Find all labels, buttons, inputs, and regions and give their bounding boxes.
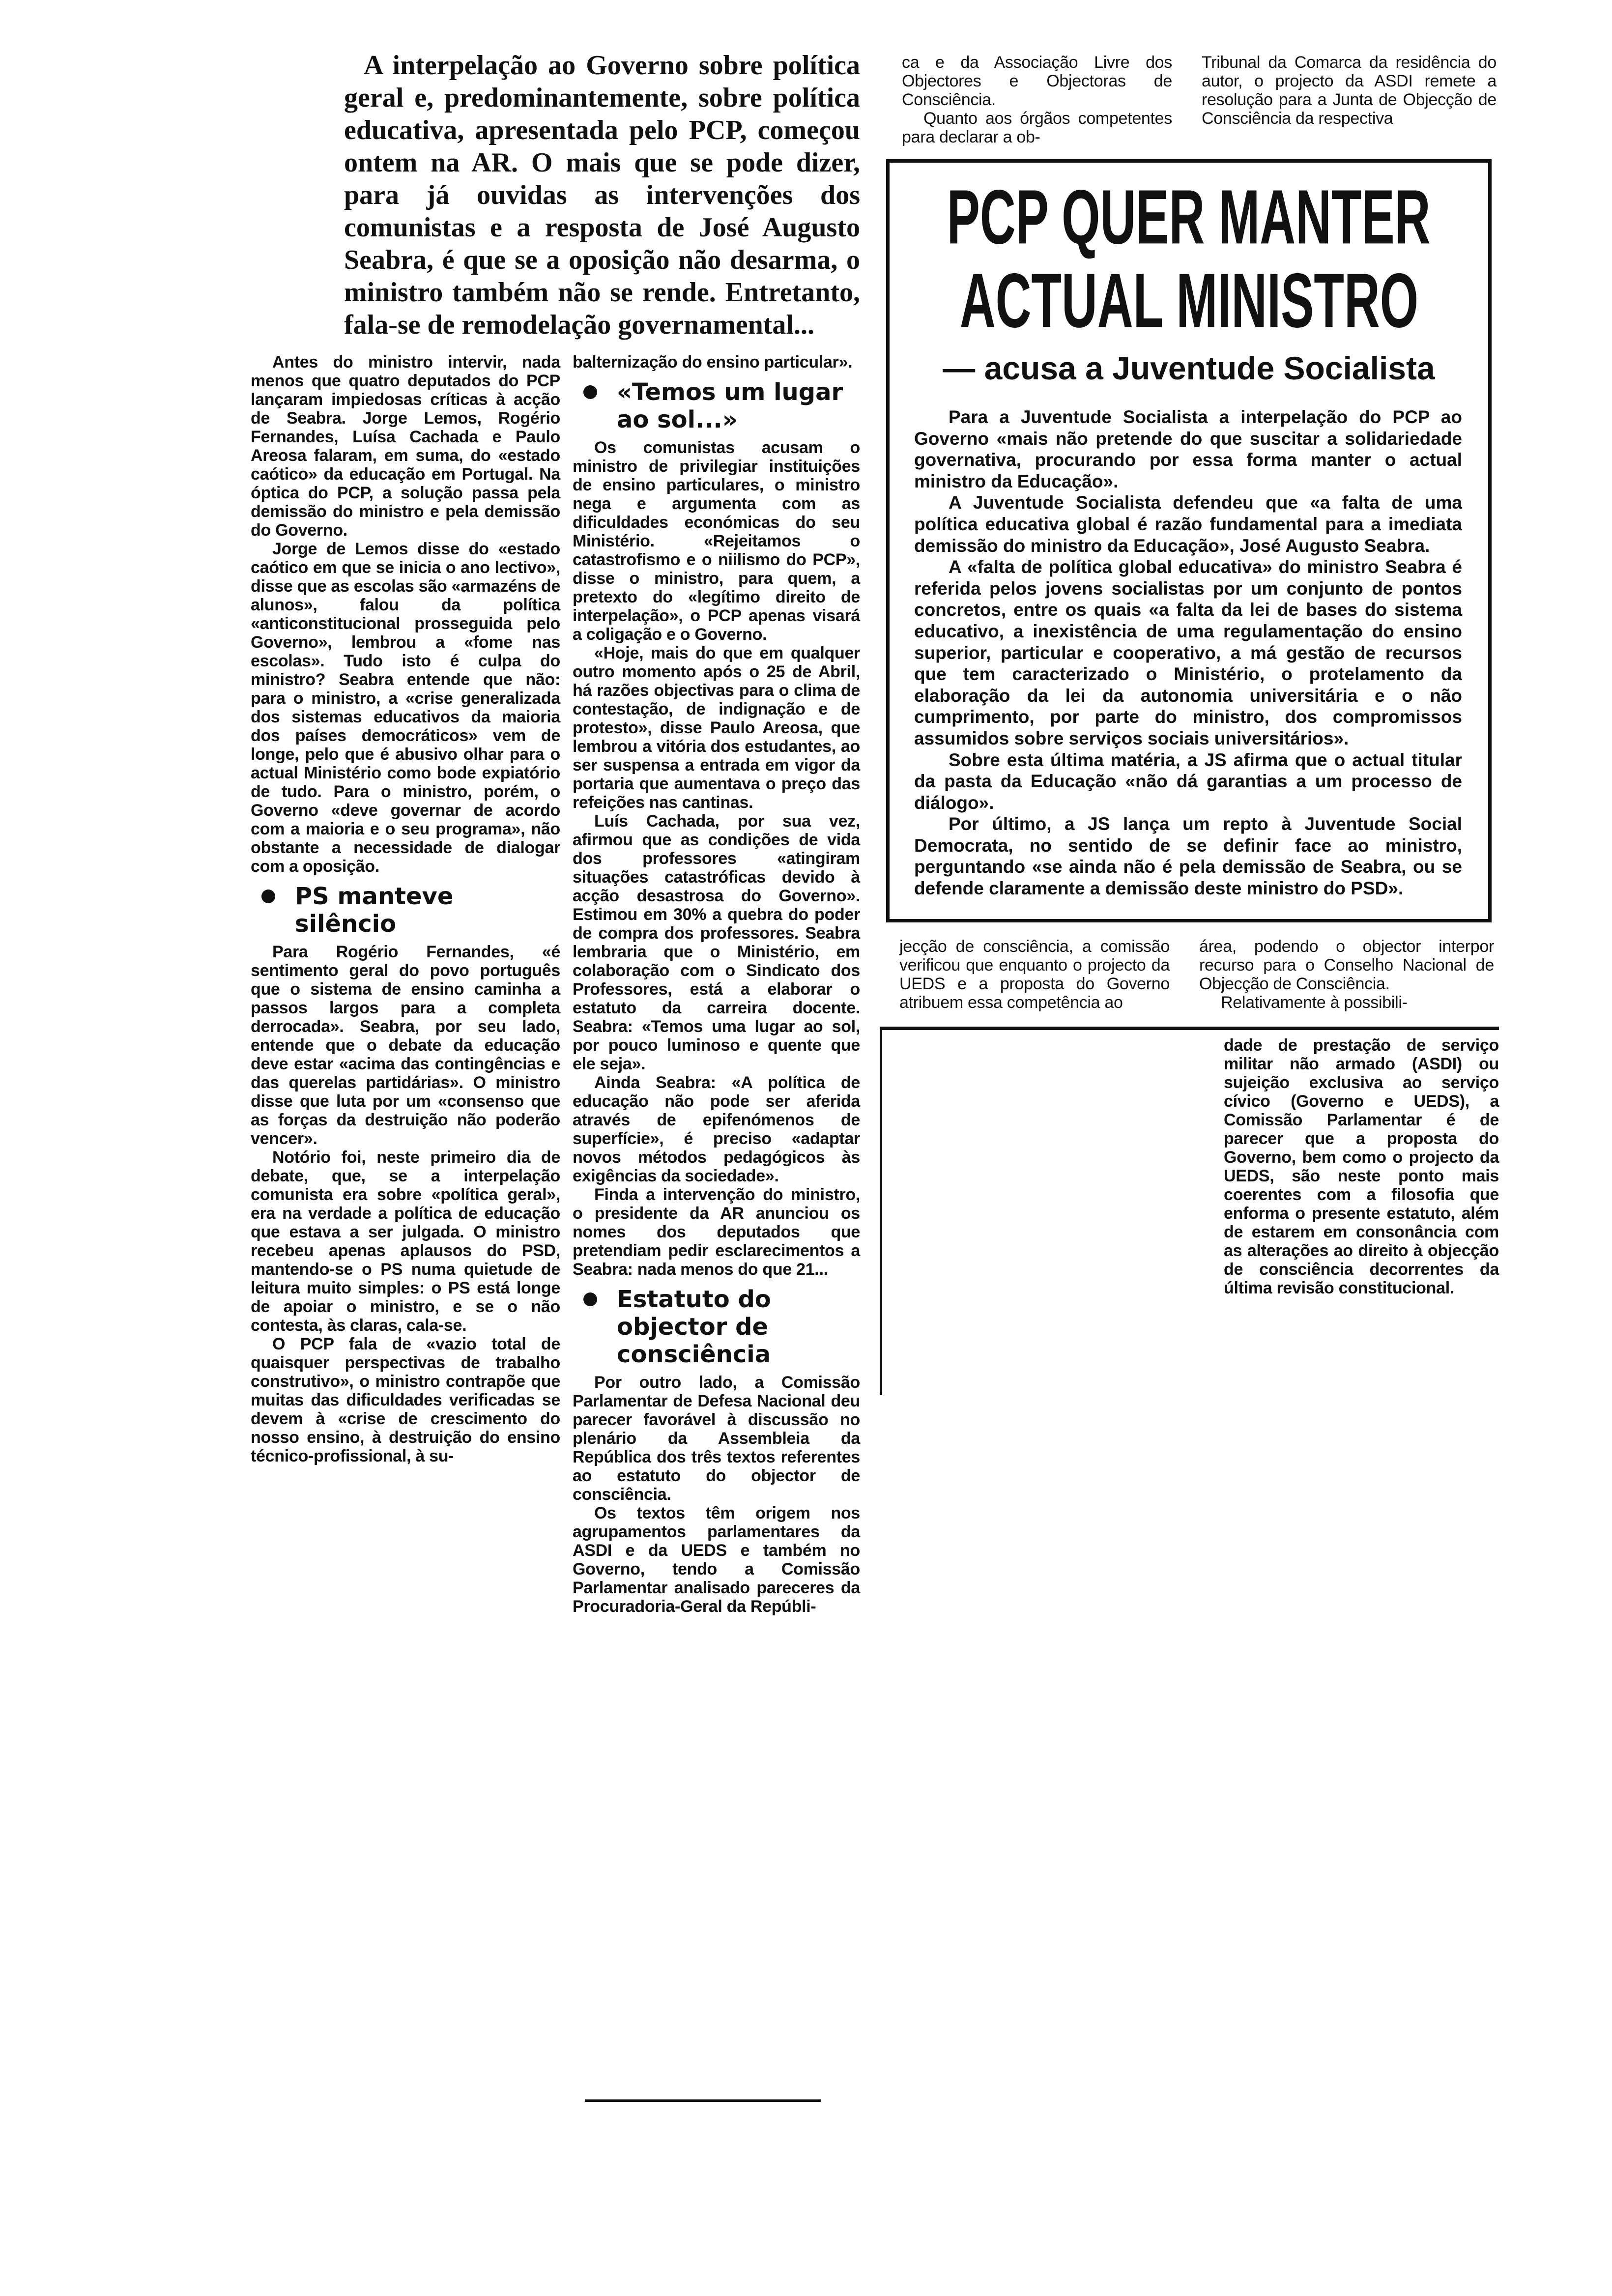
paragraph: Tribunal da Comarca da residência do autor, o projecto da ASDI remete a resolução para a Junta de Objecção de Consciência da respectiva: [1202, 53, 1497, 128]
paragraph: Relativamente à possibili-: [1221, 993, 1408, 1012]
paragraph: Sobre esta última matéria, a JS afirma que o actual titular da pasta da Educação «não dá garantias a um processo de diálogo».: [914, 749, 1462, 813]
article-lede: [344, 49, 860, 341]
subheading-temos-um-lugar-ao-sol: «Temos um lugar ao sol...»: [573, 378, 860, 433]
lede-text: A interpelação ao Governo sobre política geral e, predominantemente, sobre política educativa, apresentada pelo PCP, começou ontem na AR. O mais que se pode dizer, para já ouvidas as intervenções dos comunistas e a resposta de José Augusto Seabra, é que se a oposição não desarma, o ministro também não se rende. Entretanto, fala-se de remodelação governamental...: [344, 50, 860, 340]
article-column-3-mid: [899, 937, 1170, 1012]
article-column-4-mid: [1199, 937, 1494, 1012]
paragraph: Por último, a JS lança um repto à Juventude Social Democrata, no sentido de se definir face ao ministro, perguntando «se ainda não é pela demissão de Seabra, ou se defende claramente a demissão deste ministro do PSD».: [914, 814, 1462, 899]
paragraph: Antes do ministro intervir, nada menos que quatro deputados do PCP lançaram impiedosas críticas à acção de Seabra. Jorge Lemos, Rogério Fernandes, Luísa Cachada e Paulo Areosa falaram, em suma, do «estado caótico» da educação em Portugal. Na óptica do PCP, a solução passa pela demissão do ministro e pela demissão do Governo.: [251, 353, 560, 540]
paragraph: balternização do ensino particular».: [573, 353, 853, 372]
paragraph: O PCP fala de «vazio total de quaisquer perspectivas de trabalho construtivo», o ministro contrapõe que muitas das dificuldades verificadas se devem à «crise de crescimento do nosso ensino, à destruição do ensino técnico-profissional, à su-: [251, 1335, 560, 1465]
subheading-estatuto-do-objector: Estatuto do objector de consciência: [573, 1286, 860, 1368]
end-rule: [585, 2099, 821, 2102]
continuation-mid: [899, 937, 1499, 1012]
continuation-top: [902, 53, 1499, 146]
paragraph: Os textos têm origem nos agrupamentos parlamentares da ASDI e da UEDS e também no Governo, tendo a Comissão Parlamentar analisado pareceres da Procuradoria-Geral da Repúbli-: [573, 1504, 860, 1616]
paragraph: «Hoje, mais do que em qualquer outro momento após o 25 de Abril, há razões objectivas para o clima de contestação, de indignação e de protesto», disse Paulo Areosa, que lembrou a vitória dos estudantes, ao ser suspensa a entrada em vigor da portaria que aumentava o preço das refeições nas cantinas.: [573, 644, 860, 812]
sidebar-article-box: [886, 159, 1492, 922]
paragraph: área, podendo o objector interpor recurso para o Conselho Nacional de Objecção de Consciência.: [1199, 937, 1494, 993]
paragraph: Os comunistas acusam o ministro de privilegiar instituições de ensino particulares, o ministro nega e argumenta com as dificuldades económicas do seu Ministério. «Rejeitamos o catastrofismo e o niilismo do PCP», disse o ministro, para quem, a pretexto do «legítimo direito de interpelação», o PCP apenas visará a coligação e o Governo.: [573, 438, 860, 644]
paragraph: A «falta de política global educativa» do ministro Seabra é referida pelos jovens socialistas por um conjunto de pontos concretos, entre os quais «a falta da lei de bases do sistema educativo, a inexistência de uma regulamentação do ensino superior, particular e cooperativo, a má gestão de recursos que tem caracterizado o Ministério, o protelamento da elaboração da lei da autonomia universitária e o não cumprimento, por parte do ministro, dos compromissos assumidos sobre serviços sociais universitários».: [914, 557, 1462, 748]
main-article: [251, 49, 860, 1616]
paragraph: Por outro lado, a Comissão Parlamentar de Defesa Nacional deu parecer favorável à discussão no plenário da Assembleia da República dos três textos referentes ao estatuto do objector de consciência.: [573, 1373, 860, 1504]
bullet-icon: [583, 1292, 597, 1306]
paragraph: Ainda Seabra: «A política de educação não pode ser aferida através de epifenómenos de superfície», é preciso «adaptar novos métodos pedagógicos às exigências da sociedade».: [573, 1073, 860, 1185]
main-article-columns: [251, 353, 860, 1616]
paragraph: Para Rogério Fernandes, «é sentimento geral do povo português que o sistema de ensino caminha a passos largos para a completa derrocada». Seabra, por seu lado, entende que o debate da educação deve estar «acima das contingências e das querelas partidárias». O ministro disse que luta por um «consenso que as forças da destruição não poderão vencer».: [251, 943, 560, 1148]
paragraph: Notório foi, neste primeiro dia de debate, que, se a interpelação comunista era sobre «política geral», era na verdade a política de educação que estava a ser julgada. O ministro recebeu apenas aplausos do PSD, mantendo-se o PS numa quietude de leitura muito simples: o PS está longe de apoiar o ministro, e se o não contesta, às claras, cala-se.: [251, 1148, 560, 1335]
box-subtitle: — acusa a Juventude Socialista: [943, 350, 1435, 386]
bullet-icon: [583, 385, 597, 399]
article-column-2: [573, 353, 860, 1616]
paragraph: ca e da Associação Livre dos Objectores e Objectoras de Consciência.: [902, 53, 1172, 109]
lower-frame: [880, 1027, 1499, 1395]
article-column-3-top: [902, 53, 1172, 146]
paragraph: Finda a intervenção do ministro, o presidente da AR anunciou os nomes dos deputados que pretendiam pedir esclarecimentos a Seabra: nada menos do que 21...: [573, 1185, 860, 1279]
paragraph: Quanto aos órgãos competentes para declarar a ob-: [902, 109, 1172, 146]
box-headline-line-1: PCP QUER MANTER: [947, 174, 1431, 260]
article-column-lower-right: [1224, 1036, 1499, 1297]
bullet-icon: [261, 890, 275, 903]
subheading-ps-manteve-silencio: PS manteve silêncio: [251, 883, 560, 938]
paragraph: Para a Juventude Socialista a interpelação do PCP ao Governo «mais não pretende do que suscitar a solidariedade governativa, procurando por essa forma manter o actual ministro da Educação».: [914, 407, 1462, 491]
paragraph: Luís Cachada, por sua vez, afirmou que as condições de vida dos professores «atingiram situações catastróficas devido à acção desastrosa do Governo». Estimou em 30% a quebra do poder de compra dos professores. Seabra lembraria que o Ministério, em colaboração com o Sindicato dos Professores, está a elaborar o estatuto da carreira docente. Seabra: «Temos uma lugar ao sol, por pouco luminoso e quente que ele seja».: [573, 812, 860, 1073]
article-column-4-top: [1202, 53, 1497, 128]
paragraph: dade de prestação de serviço militar não armado (ASDI) ou sujeição exclusiva ao serviço cívico (Governo e UEDS), a Comissão Parlamentar é de parecer que a proposta do Governo, bem como o projecto da UEDS, são neste ponto mais coerentes com a filosofia que enforma o presente estatuto, além de estarem em consonância com as alterações ao direito à objecção de consciência decorrentes da última revisão constitucional.: [1224, 1035, 1499, 1297]
box-headline-line-2: ACTUAL MINISTRO: [959, 258, 1418, 344]
paragraph: jecção de consciência, a comissão verificou que enquanto o projecto da UEDS e a proposta do Governo atribuem essa competência ao: [899, 937, 1170, 1012]
paragraph: A Juventude Socialista defendeu que «a falta de uma política educativa global é razão fundamental para a imediata demissão do ministro da Educação», José Augusto Seabra.: [914, 492, 1462, 556]
article-column-1: [251, 353, 560, 1465]
box-body: [914, 406, 1462, 899]
right-area: [880, 53, 1499, 1395]
paragraph: Jorge de Lemos disse do «estado caótico em que se inicia o ano lectivo», disse que as escolas são «armazéns de alunos», falou da política «anticonstitucional prosseguida pelo Governo», lembrou a «fome nas escolas». Tudo isto é culpa do ministro? Seabra entende que não: para o ministro, a «crise generalizada dos sistemas educativos da maioria dos países democráticos» vem de longe, pelo que é abusivo olhar para o actual Ministério como bode expiatório de tudo. Para o ministro, porém, o Governo «deve governar de acordo com a maioria e o seu programa», não obstante a necessidade de dialogar com a oposição.: [251, 540, 560, 876]
